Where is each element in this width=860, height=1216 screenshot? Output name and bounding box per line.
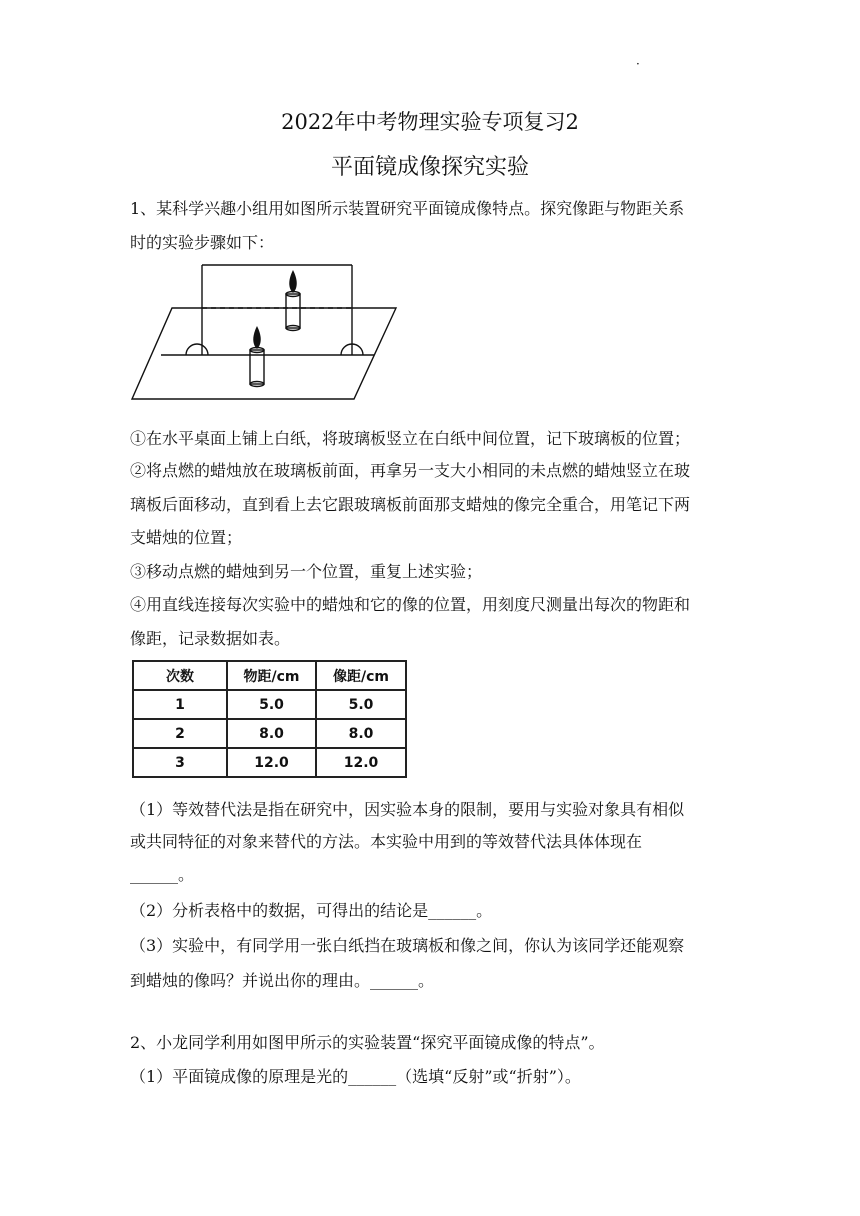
header-object-distance: 物距/cm [227, 661, 316, 690]
cell-image-distance: 5.0 [316, 690, 406, 719]
q1-step-1: ①在水平桌面上铺上白纸，将玻璃板竖立在白纸中间位置，记下玻璃板的位置； [130, 429, 691, 448]
header-mark: · [636, 57, 640, 71]
front-candle-flame [253, 326, 261, 349]
q2-intro: 2、小龙同学利用如图甲所示的实验装置“探究平面镜成像的特点”。 [130, 1033, 605, 1052]
data-table [132, 660, 407, 778]
cell-trial: 2 [133, 719, 227, 748]
table-row [133, 690, 406, 719]
cell-object-distance: 12.0 [227, 748, 316, 777]
q1-intro-line-2: 时的实验步骤如下： [130, 233, 275, 252]
q1-intro-line-1: 1、某科学兴趣小组用如图所示装置研究平面镜成像特点。探究像距与物距关系 [130, 199, 685, 218]
document-title: 2022年中考物理实验专项复习2 [281, 110, 579, 134]
cell-trial: 1 [133, 690, 227, 719]
header-image-distance: 像距/cm [316, 661, 406, 690]
table-row [133, 719, 406, 748]
left-stand [186, 344, 208, 355]
cell-image-distance: 8.0 [316, 719, 406, 748]
cell-object-distance: 8.0 [227, 719, 316, 748]
rear-candle-flame [289, 270, 297, 293]
table-row [133, 748, 406, 777]
cell-object-distance: 5.0 [227, 690, 316, 719]
experiment-apparatus-figure [130, 262, 406, 404]
q1-sub2: （2）分析表格中的数据，可得出的结论是______。 [130, 901, 493, 920]
rear-candle [286, 292, 300, 331]
q1-step-2-line-2: 璃板后面移动，直到看上去它跟玻璃板前面那支蜡烛的像完全重合，用笔记下两 [130, 495, 691, 514]
cell-image-distance: 12.0 [316, 748, 406, 777]
table-header-row [133, 661, 406, 690]
q1-sub1-line-1: （1）等效替代法是指在研究中，因实验本身的限制，要用与实验对象具有相似 [130, 800, 685, 819]
header-trial: 次数 [133, 661, 227, 690]
q1-sub1-line-2: 或共同特征的对象来替代的方法。本实验中用到的等效替代法具体体现在 [130, 832, 643, 851]
q1-step-2-line-3: 支蜡烛的位置； [130, 528, 243, 547]
q1-sub3-line-2: 到蜡烛的像吗？并说出你的理由。______。 [130, 971, 435, 990]
q1-step-4-line-2: 像距，记录数据如表。 [130, 629, 291, 648]
q1-sub3-line-1: （3）实验中，有同学用一张白纸挡在玻璃板和像之间，你认为该同学还能观察 [130, 936, 685, 955]
q1-step-3: ③移动点燃的蜡烛到另一个位置，重复上述实验； [130, 562, 483, 581]
q1-sub1-line-3: ______。 [130, 865, 195, 884]
q1-step-2-line-1: ②将点燃的蜡烛放在玻璃板前面，再拿另一支大小相同的未点燃的蜡烛竖立在玻 [130, 461, 691, 480]
q2-sub1: （1）平面镜成像的原理是光的______（选填“反射”或“折射”）。 [130, 1067, 581, 1086]
cell-trial: 3 [133, 748, 227, 777]
q1-step-4-line-1: ④用直线连接每次实验中的蜡烛和它的像的位置，用刻度尺测量出每次的物距和 [130, 595, 691, 614]
front-candle [250, 348, 264, 387]
document-subtitle: 平面镜成像探究实验 [330, 155, 529, 180]
